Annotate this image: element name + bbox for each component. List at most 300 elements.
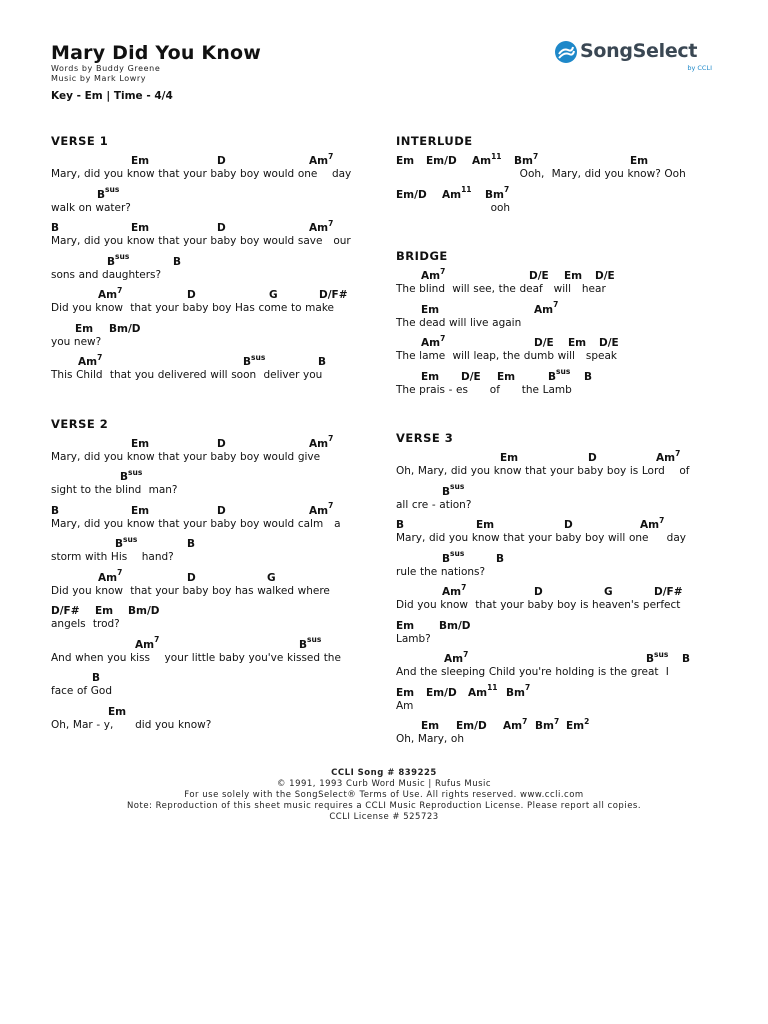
chord-row <box>51 186 381 202</box>
chord-extension: 7 <box>328 218 334 228</box>
chord <box>421 333 446 349</box>
lyric-text: face of God <box>51 685 112 697</box>
lyric-text: Mary, did you know that your baby boy would calm a <box>51 517 341 530</box>
chord-extension: sus <box>128 467 143 477</box>
chord-root: Em <box>75 322 94 335</box>
chord <box>187 572 196 584</box>
chord <box>442 185 472 201</box>
lyric-text: rule the nations? <box>396 565 486 578</box>
chord-row <box>51 286 381 302</box>
chord-root: Am <box>135 638 155 651</box>
chord <box>534 586 543 598</box>
chord-row <box>51 219 381 235</box>
chord-row <box>51 253 381 269</box>
chord-root: Bm <box>506 686 525 699</box>
lyric-text: ooh <box>396 201 511 214</box>
chord-extension: 7 <box>532 151 539 161</box>
chord-root: Em <box>476 519 495 531</box>
chord-root: Am <box>309 222 329 234</box>
chord-root: B <box>51 504 60 517</box>
chord-extension: 7 <box>463 649 469 659</box>
chord <box>217 222 226 234</box>
chord-row <box>396 301 726 317</box>
lyric-text: This Child that you delivered will soon deliver you <box>51 369 323 381</box>
chord <box>396 189 427 201</box>
chord-extension: sus <box>123 534 138 544</box>
chord-root: B <box>97 188 106 201</box>
chord-extension: sus <box>251 352 266 362</box>
lyric-text: Did you know that your baby boy is heaven's perfect <box>396 599 681 611</box>
chord-extension: 7 <box>328 151 334 161</box>
chord-root: Bm/D <box>128 605 160 617</box>
song-section <box>396 427 726 751</box>
chord-root: Am <box>442 188 462 201</box>
chord <box>269 289 278 301</box>
chord-extension: sus <box>105 185 120 194</box>
chord-row <box>396 152 726 168</box>
chord <box>421 304 439 316</box>
chord <box>529 270 549 282</box>
chord-line <box>396 449 726 483</box>
chord <box>98 285 123 301</box>
chord-line <box>51 186 381 220</box>
chord-root: Em <box>568 337 587 349</box>
chord <box>396 155 414 167</box>
chord-extension: sus <box>115 252 130 261</box>
chord-root: B <box>92 672 101 684</box>
logo-sub: by CCLI <box>687 64 712 72</box>
chord-root: Am <box>309 437 329 450</box>
chord-root: Em <box>396 155 415 167</box>
chord-row <box>396 186 726 202</box>
chord-root: B <box>496 552 505 565</box>
section-label: BRIDGE <box>396 249 448 263</box>
chord <box>534 300 559 316</box>
chord <box>217 438 226 450</box>
chord-line <box>51 636 381 670</box>
chord-extension: sus <box>450 549 465 558</box>
chord <box>187 289 196 301</box>
chord <box>506 683 531 699</box>
chord-root: Am <box>78 356 98 368</box>
chord-row <box>51 320 381 336</box>
chord-root: D/E <box>461 370 481 383</box>
chord <box>646 649 669 665</box>
chord-extension: 2 <box>584 716 590 726</box>
chord <box>595 270 615 282</box>
chord <box>426 155 457 167</box>
chord-row <box>51 468 381 484</box>
chord-root: Em <box>131 504 150 517</box>
lyric-text: angels trod? <box>51 618 120 630</box>
lyric-text: Mary, did you know that your baby boy would one day <box>51 168 352 180</box>
chord-root: B <box>243 356 252 368</box>
chord <box>630 155 648 167</box>
chord-root: Em/D <box>426 686 457 699</box>
chord-root: Am <box>421 337 441 349</box>
chord-extension: 7 <box>440 266 446 276</box>
chord <box>566 716 590 732</box>
chord <box>109 323 141 335</box>
chord-row <box>396 267 726 283</box>
section-label: VERSE 2 <box>51 416 109 431</box>
chord-extension: sus <box>556 367 571 376</box>
chord-root: D/E <box>595 270 615 282</box>
chord-root: Am <box>640 519 660 531</box>
chord <box>654 586 683 598</box>
chord-extension: 7 <box>97 352 103 362</box>
chord-root: Am <box>98 571 118 584</box>
chord <box>217 505 226 517</box>
chord <box>535 716 560 732</box>
chord-root: Em/D <box>396 188 427 201</box>
chord-root: G <box>267 571 276 584</box>
chord-line <box>396 267 726 301</box>
chord-extension: 7 <box>553 716 560 726</box>
chord <box>588 452 597 464</box>
chord-root: Em <box>630 155 649 167</box>
chord-line <box>51 502 381 536</box>
chord-row <box>51 152 381 168</box>
chord <box>309 151 334 167</box>
chord-row <box>396 717 726 733</box>
chord-line <box>396 334 726 368</box>
chord-root: Em <box>131 155 150 167</box>
chord <box>461 371 481 383</box>
chord-row <box>51 353 381 369</box>
chord-line <box>396 650 726 684</box>
song-section <box>51 413 381 737</box>
chord-line <box>51 669 381 703</box>
chord-root: D/E <box>534 337 554 349</box>
chord <box>128 605 160 617</box>
chord-root: Em <box>421 720 440 732</box>
chord-root: Em <box>396 686 415 699</box>
lyric-text: Mary, did you know that your baby boy will one day <box>396 532 686 544</box>
chord <box>108 706 126 718</box>
chord-root: D <box>187 571 196 584</box>
chord-root: D <box>217 155 226 167</box>
chord-extension: 7 <box>675 448 681 458</box>
chord <box>309 501 334 517</box>
chord <box>476 519 494 531</box>
section-label: INTERLUDE <box>396 134 473 148</box>
section-label: VERSE 3 <box>396 431 454 445</box>
chord <box>98 568 123 584</box>
chord-root: B <box>396 519 405 531</box>
chord <box>548 367 571 383</box>
chord-root: Em <box>421 303 440 316</box>
lyric-text: Am <box>396 699 414 712</box>
chord <box>131 505 149 517</box>
chord <box>421 720 439 732</box>
chord <box>442 482 465 498</box>
lyric-text: all cre - ation? <box>396 498 472 511</box>
chord-line <box>396 483 726 517</box>
chord-row <box>396 334 726 350</box>
chord-extension: sus <box>654 649 669 659</box>
chord <box>217 155 226 167</box>
lyric-text: And the sleeping Child you're holding is the great I <box>396 666 669 678</box>
chord <box>568 337 586 349</box>
chord-root: Em <box>564 270 583 282</box>
songselect-logo <box>554 40 714 74</box>
lyric-text: Mary, did you know that your baby boy would save our <box>51 235 351 247</box>
lyric-text: you new? <box>51 335 102 348</box>
chord-root: Am <box>468 686 488 699</box>
chord-line <box>51 286 381 320</box>
chord-line <box>51 353 381 387</box>
lyric-text: And when you kiss your little baby you've kissed the <box>51 651 341 664</box>
chord <box>319 289 348 301</box>
chord-root: Am <box>421 270 441 282</box>
lyric-text: sons and daughters? <box>51 268 162 281</box>
chord <box>456 720 487 732</box>
chord-root: Am <box>98 289 118 301</box>
lyric-text: The prais - es of the Lamb <box>396 383 572 396</box>
chord-root: Am <box>503 720 523 732</box>
chord <box>584 371 592 383</box>
chord <box>497 371 515 383</box>
chord-root: B <box>299 638 308 651</box>
chord-root: Em <box>131 222 150 234</box>
chord <box>468 683 498 699</box>
chord-root: D/F# <box>654 586 683 598</box>
chord <box>421 266 446 282</box>
chord-root: B <box>442 552 451 565</box>
chord-extension: 7 <box>117 568 123 577</box>
chord-root: Em/D <box>426 155 457 167</box>
chord <box>187 538 195 550</box>
chord-root: B <box>115 538 124 550</box>
chord <box>131 438 149 450</box>
chord-row <box>51 569 381 585</box>
chord-root: Am <box>442 586 462 598</box>
chord <box>534 337 554 349</box>
chord-row <box>51 636 381 652</box>
chord-root: Em <box>131 437 150 450</box>
chord-root: Am <box>656 452 676 464</box>
chord-row <box>51 435 381 451</box>
chord <box>131 222 149 234</box>
chord-row <box>396 617 726 633</box>
chord-line <box>396 368 726 402</box>
chord-root: D <box>534 586 543 598</box>
chord-root: B <box>120 471 129 483</box>
chord-line <box>51 253 381 287</box>
song-section <box>51 130 381 387</box>
chord <box>135 635 160 651</box>
chord <box>564 270 582 282</box>
chord-row <box>396 516 726 532</box>
lyric-text: Oh, Mar - y, did you know? <box>51 718 212 731</box>
chord-root: B <box>646 653 655 665</box>
chord <box>243 352 266 368</box>
chord <box>496 553 504 565</box>
left-column <box>51 130 381 762</box>
chord-line <box>396 684 726 718</box>
chord <box>92 672 100 684</box>
chord-line <box>51 219 381 253</box>
chord-root: Em <box>108 705 127 718</box>
chord-row <box>396 650 726 666</box>
lyric-text: Oh, Mary, oh <box>396 733 464 745</box>
chord-line <box>51 152 381 186</box>
chord-row <box>396 483 726 499</box>
chord-root: Em <box>566 720 585 732</box>
chord-root: D/F# <box>319 289 348 301</box>
chord <box>309 218 334 234</box>
chord-root: B <box>682 653 691 665</box>
chord-root: D <box>217 222 226 234</box>
chord-row <box>396 684 726 700</box>
chord-root: B <box>548 370 557 383</box>
chord-line <box>51 569 381 603</box>
chord <box>97 185 120 201</box>
chord-root: B <box>584 370 593 383</box>
lyric-text: Did you know that your baby boy has walked where <box>51 584 330 597</box>
chord-extension: 11 <box>491 151 502 161</box>
chord-root: Em <box>421 370 440 383</box>
chord <box>442 582 467 598</box>
chord-row <box>396 449 726 465</box>
lyric-text: Mary, did you know that your baby boy would give <box>51 450 321 463</box>
chord-root: G <box>604 586 613 598</box>
chord <box>95 605 113 617</box>
chord <box>267 572 276 584</box>
lyric-text: Ooh, Mary, did you know? Ooh <box>396 168 686 180</box>
chord-line <box>51 320 381 354</box>
chord-root: B <box>51 222 60 234</box>
chord <box>78 352 103 368</box>
chord <box>485 185 510 201</box>
chord-extension: 7 <box>328 434 334 443</box>
chord-extension: sus <box>450 482 465 491</box>
chord-extension: 7 <box>154 635 160 644</box>
chord-row <box>51 669 381 685</box>
chord-root: Em <box>500 452 519 464</box>
chord-root: B <box>442 485 451 498</box>
footer-song-number: CCLI Song # 839225 <box>331 768 437 778</box>
chord <box>131 155 149 167</box>
chord-root: D <box>564 519 573 531</box>
chord-root: Am <box>472 155 492 167</box>
chord <box>656 448 681 464</box>
chord <box>51 605 80 617</box>
chord <box>682 653 690 665</box>
chord-root: D/E <box>529 270 549 282</box>
chord-line <box>51 602 381 636</box>
chord-extension: 7 <box>524 683 531 692</box>
lyric-text: Oh, Mary, did you know that your baby boy is Lord of <box>396 465 690 477</box>
footer-license: CCLI License # 525723 <box>329 812 439 822</box>
chord <box>426 687 457 699</box>
lyric-text: Lamb? <box>396 632 431 645</box>
chord-root: Bm/D <box>109 322 141 335</box>
lyric-text: sight to the blind man? <box>51 484 178 496</box>
chord <box>51 222 59 234</box>
footer-terms: For use solely with the SongSelect® Terms of Use. All rights reserved. www.ccli.com <box>184 790 584 800</box>
chord-line <box>51 703 381 737</box>
chord-line <box>51 435 381 469</box>
chord-line <box>51 535 381 569</box>
chord-extension: 11 <box>461 185 472 194</box>
chord <box>514 151 539 167</box>
chord-root: Bm/D <box>439 619 471 632</box>
chord <box>396 687 414 699</box>
chord-root: Bm <box>535 720 554 732</box>
song-section <box>396 130 726 219</box>
chord-root: D/F# <box>51 605 80 617</box>
chord <box>500 452 518 464</box>
words-credit: Words by Buddy Greene <box>51 64 161 73</box>
chord <box>396 620 414 632</box>
chord-root: B <box>173 255 182 268</box>
chord <box>120 467 143 483</box>
song-title: Mary Did You Know <box>51 42 262 64</box>
chord <box>442 549 465 565</box>
chord <box>318 356 326 368</box>
chord <box>396 519 404 531</box>
chord-root: D <box>217 504 226 517</box>
chord-root: D <box>217 437 226 450</box>
chord-root: Em <box>497 370 516 383</box>
chord-root: D <box>588 452 597 464</box>
footer <box>0 768 768 823</box>
chord <box>173 256 181 268</box>
lyric-text: The lame will leap, the dumb will speak <box>396 350 617 362</box>
chord-extension: 7 <box>553 300 559 309</box>
chord <box>299 635 322 651</box>
chord <box>472 151 502 167</box>
chord-row <box>51 602 381 618</box>
lyric-text: The dead will live again <box>396 316 522 329</box>
chord-root: Am <box>309 155 329 167</box>
chord-extension: 7 <box>461 582 467 592</box>
chord-root: B <box>187 538 196 550</box>
chord <box>75 323 93 335</box>
chord-extension: 7 <box>522 716 528 726</box>
chord-extension: 11 <box>487 683 498 692</box>
songselect-logo-icon <box>554 40 578 64</box>
chord <box>421 371 439 383</box>
chord <box>107 252 130 268</box>
chord-extension: sus <box>307 635 322 644</box>
right-column <box>396 130 726 777</box>
lyric-text: The blind will see, the deaf will hear <box>396 283 606 295</box>
chord-root: G <box>269 289 278 301</box>
chord-row <box>51 703 381 719</box>
chord-line <box>396 152 726 186</box>
chord-line <box>396 516 726 550</box>
chord <box>599 337 619 349</box>
chord-root: Am <box>309 504 329 517</box>
chord-root: B <box>318 356 327 368</box>
chord-line <box>396 717 726 751</box>
chord-extension: 7 <box>328 501 334 510</box>
lyric-text: walk on water? <box>51 201 131 214</box>
chord-root: Em <box>95 605 114 617</box>
chord <box>503 716 528 732</box>
chord <box>309 434 334 450</box>
chord-extension: 7 <box>503 185 510 194</box>
chord-line <box>51 468 381 502</box>
lyric-text: storm with His hand? <box>51 551 174 563</box>
chord-extension: 7 <box>117 285 123 295</box>
chord <box>115 534 138 550</box>
chord-row <box>396 368 726 384</box>
chord-line <box>396 550 726 584</box>
